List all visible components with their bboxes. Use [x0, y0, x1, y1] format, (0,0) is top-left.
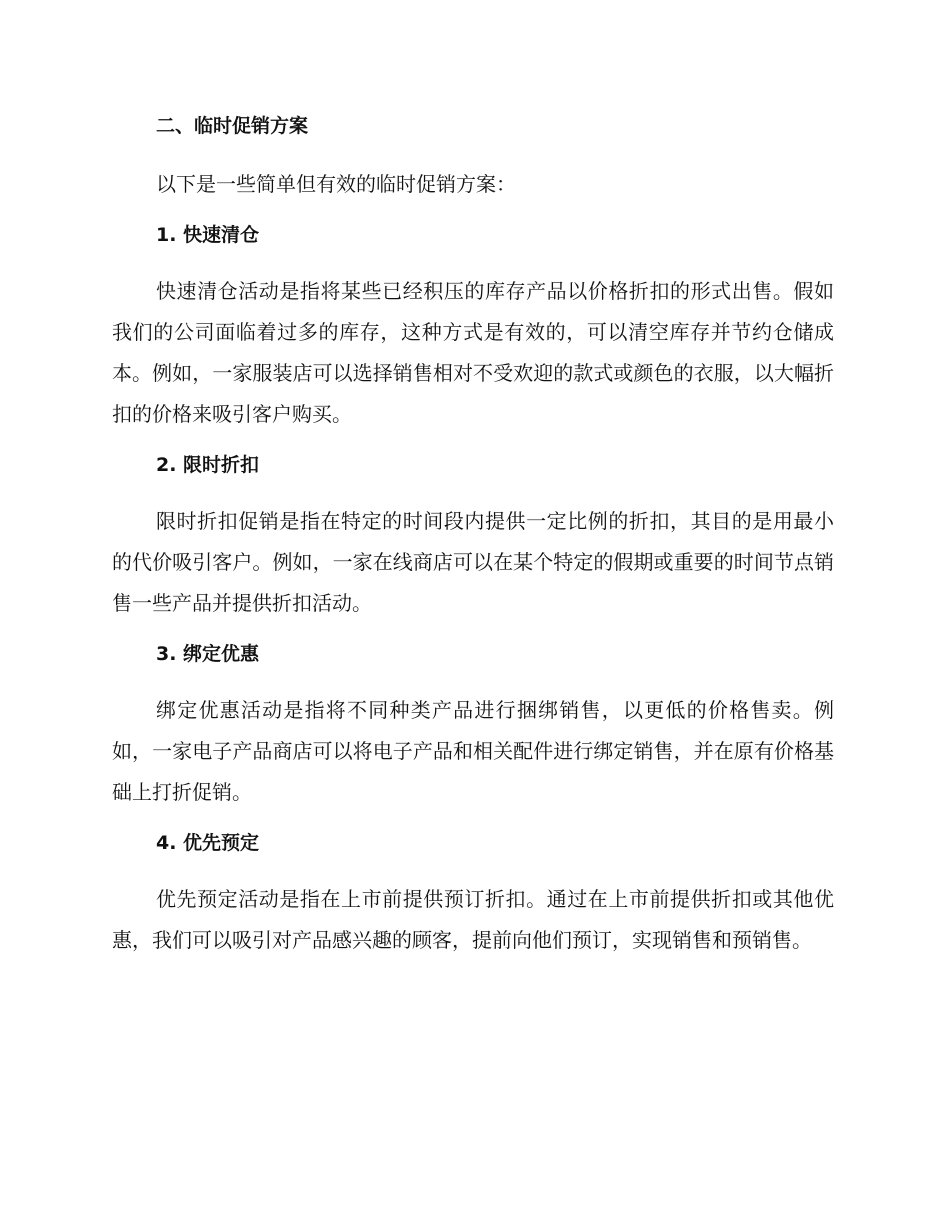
- item-title: 4. 优先预定: [156, 832, 260, 854]
- section-title: 二、临时促销方案: [156, 115, 309, 137]
- item-body: 绑定优惠活动是指将不同种类产品进行捆绑销售，以更低的价格售卖。例如，一家电子产品商店可以将电子产品和相关配件进行绑定销售，并在原有价格基础上打折促销。: [112, 698, 834, 804]
- item-body: 限时折扣促销是指在特定的时间段内提供一定比例的折扣，其目的是用最小的代价吸引客户。例如，一家在线商店可以在某个特定的假期或重要的时间节点销售一些产品并提供折扣活动。: [112, 509, 834, 615]
- promo-item-clearance: [112, 215, 834, 435]
- item-body: 快速清仓活动是指将某些已经积压的库存产品以价格折扣的形式出售。假如我们的公司面临着过多的库存，这种方式是有效的，可以清空库存并节约仓储成本。例如，一家服装店可以选择销售相对不受欢迎的款式或颜色的衣服，以大幅折扣的价格来吸引客户购买。: [112, 279, 834, 426]
- item-title: 3. 绑定优惠: [156, 643, 260, 665]
- intro-paragraph: 以下是一些简单但有效的临时促销方案：: [156, 172, 516, 196]
- promo-item-bundle: [112, 634, 834, 813]
- promo-item-limited-discount: [112, 445, 834, 624]
- item-title: 1. 快速清仓: [156, 224, 260, 246]
- promo-item-preorder: [112, 823, 834, 961]
- item-body: 优先预定活动是指在上市前提供预订折扣。通过在上市前提供折扣或其他优惠，我们可以吸引对产品感兴趣的顾客，提前向他们预订，实现销售和预销售。: [112, 887, 834, 952]
- item-title: 2. 限时折扣: [156, 454, 260, 476]
- document-page: [112, 106, 834, 961]
